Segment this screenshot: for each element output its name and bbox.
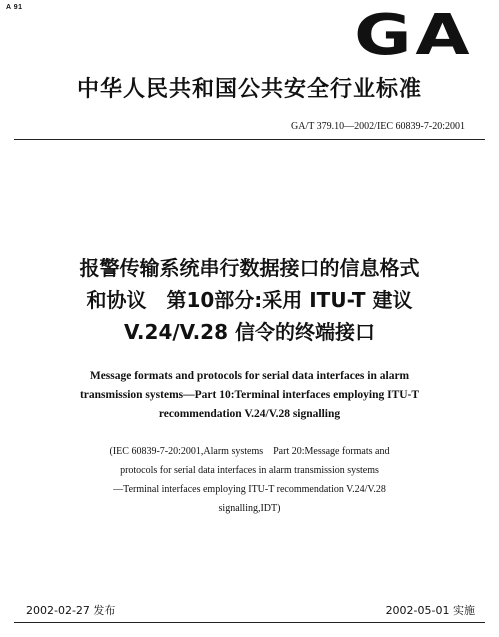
english-title-line-1: Message formats and protocols for serial data interfaces in alarm	[89, 370, 410, 382]
standard-number: GA/T 379.10—2002/IEC 60839-7-20:2001	[291, 121, 465, 132]
english-title-line-3: recommendation V.24/V.28 signalling	[158, 408, 341, 420]
ga-logo: GA	[353, 3, 473, 68]
chinese-title-line-3: V.24/V.28 信令的终端接口	[124, 320, 375, 344]
english-title	[30, 367, 469, 424]
footer-divider	[14, 622, 485, 623]
english-title-line-2: transmission systems—Part 10:Terminal interfaces employing ITU-T	[79, 389, 420, 401]
iec-reference	[30, 442, 469, 518]
iec-reference-line-4: signalling,IDT)	[218, 503, 281, 514]
iec-reference-line-1: (IEC 60839-7-20:2001,Alarm systems Part 20:Message formats and	[109, 446, 390, 457]
chinese-title-line-1: 报警传输系统串行数据接口的信息格式	[79, 256, 420, 280]
issue-date: 2002-02-27 发布	[26, 604, 116, 617]
header-divider	[14, 139, 485, 140]
iec-reference-line-2: protocols for serial data interfaces in alarm transmission systems	[120, 465, 379, 476]
chinese-title-line-2: 和协议 第10部分:采用 ITU-T 建议	[86, 288, 413, 312]
ics-code: A 91	[6, 4, 23, 11]
standard-category-name: 中华人民共和国公共安全行业标准	[76, 77, 422, 102]
iec-reference-line-3: —Terminal interfaces employing ITU-T recommendation V.24/V.28	[113, 484, 386, 495]
implementation-date: 2002-05-01 实施	[385, 604, 475, 617]
chinese-title	[0, 252, 499, 348]
